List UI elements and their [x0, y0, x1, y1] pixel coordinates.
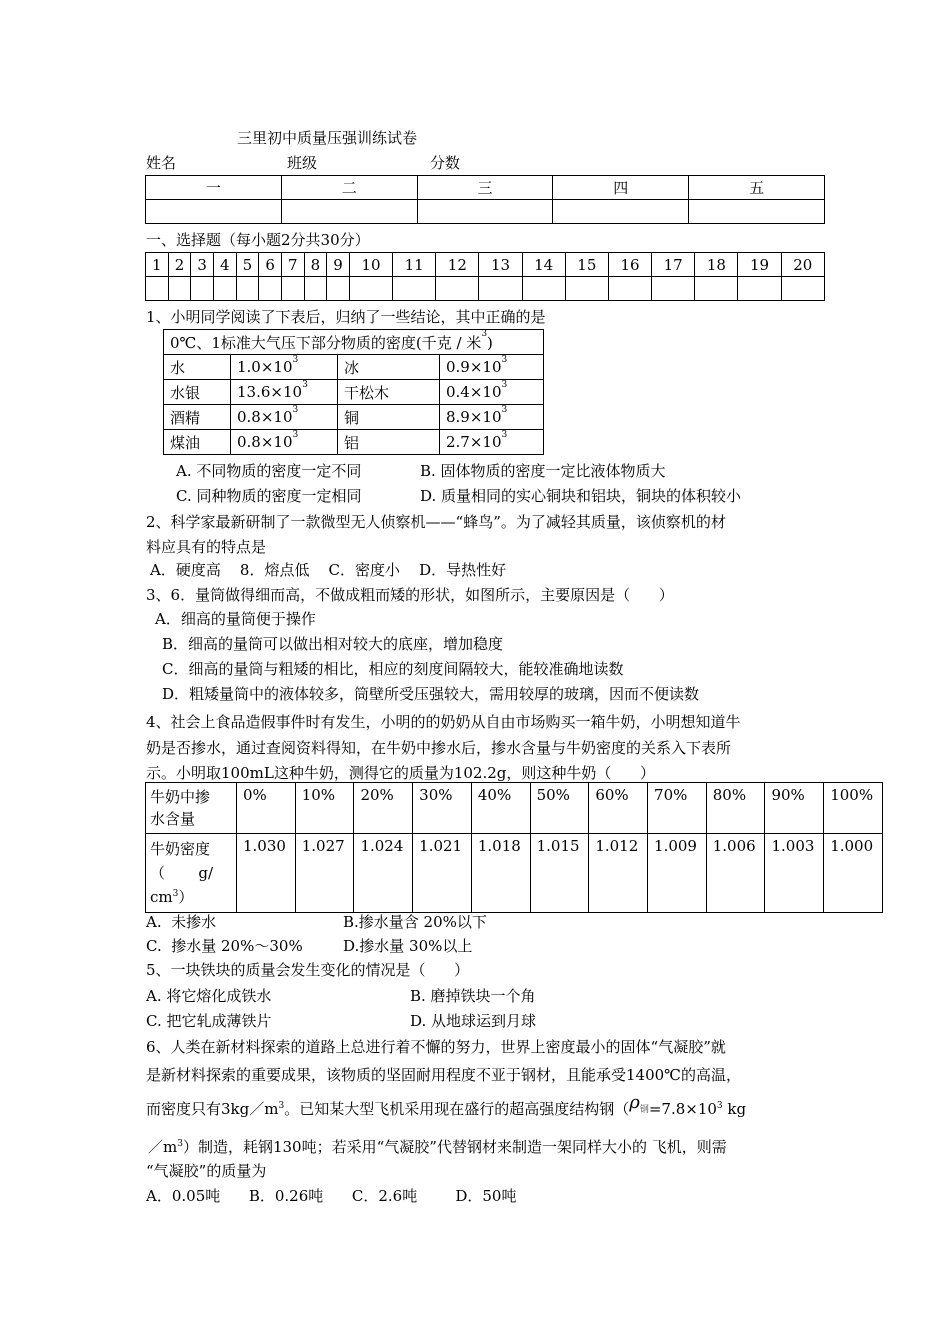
- q1-option-c: C. 同种物质的密度一定相同: [176, 487, 362, 505]
- answer-number: 15: [565, 253, 608, 277]
- answer-number: 1: [146, 253, 169, 277]
- density-table: [163, 329, 544, 455]
- q6-stem-line1: 6、人类在新材料探索的道路上总进行着不懈的努力，世界上密度最小的固体“气凝胶”就: [146, 1038, 726, 1056]
- q5-option-d: D. 从地球运到月球: [410, 1012, 537, 1030]
- q4-option-d: D.掺水量 30%以上: [343, 937, 473, 955]
- q4-stem-line3: 示。小明取100mL这种牛奶，测得它的质量为102.2g，则这种牛奶（ ）: [146, 764, 655, 782]
- answer-cell[interactable]: [565, 277, 608, 301]
- substance-name: 干松木: [338, 380, 440, 405]
- q3-option-b: B．细高的量筒可以做出相对较大的底座，增加稳度: [162, 635, 504, 653]
- water-percent: 40%: [471, 783, 530, 834]
- milk-density: 1.030: [237, 834, 296, 913]
- q6-stem-line2: 是新材料探索的重要成果，该物质的坚固耐用程度不亚于钢材，且能承受1400℃的高温，: [146, 1066, 741, 1084]
- q5-option-c: C. 把它轧成薄铁片: [146, 1012, 272, 1030]
- water-percent: 0%: [237, 783, 296, 834]
- q1-option-a: A. 不同物质的密度一定不同: [176, 462, 362, 480]
- substance-name: 水: [164, 355, 231, 380]
- answer-number: 2: [168, 253, 191, 277]
- answer-cell[interactable]: [146, 277, 169, 301]
- milk-table: [145, 782, 883, 913]
- answer-number: 5: [236, 253, 259, 277]
- score-label: 分数: [430, 154, 461, 172]
- water-percent: 60%: [589, 783, 648, 834]
- q6-options: A．0.05吨 B．0.26吨 C．2.6吨 D．50吨: [146, 1187, 517, 1205]
- q6-stem-line4: $/m^3$）制造，耗钢130吨；若采用“气凝胶”代替钢材来制造一架同样大小的 飞机，则需: [148, 1138, 727, 1156]
- answer-cell[interactable]: [236, 277, 259, 301]
- q4-stem-line2: 奶是否掺水，通过查阅资料得知，在牛奶中掺水后，掺水含量与牛奶密度的关系入下表所: [146, 739, 732, 757]
- score-cell[interactable]: [689, 200, 825, 224]
- answer-number: 18: [695, 253, 738, 277]
- answer-cell[interactable]: [191, 277, 214, 301]
- q4-option-a: A. 未掺水: [146, 913, 217, 931]
- milk-density: 1.009: [648, 834, 707, 913]
- score-header-3: 三: [417, 176, 553, 200]
- section-heading: 一、选择题（每小题2分共30分）: [146, 231, 370, 249]
- q5-option-b: B. 磨掉铁块一个角: [410, 987, 536, 1005]
- q6-stem-line5: “气凝胶”的质量为: [146, 1162, 267, 1180]
- answer-cell[interactable]: [738, 277, 781, 301]
- answer-number: 19: [738, 253, 781, 277]
- answer-cell[interactable]: [327, 277, 350, 301]
- substance-name: 水银: [164, 380, 231, 405]
- density-value: $0.8\times 10^3$: [231, 405, 338, 430]
- answer-grid: [145, 252, 825, 301]
- score-cell[interactable]: [553, 200, 689, 224]
- water-percent: 90%: [765, 783, 824, 834]
- score-cell[interactable]: [281, 200, 417, 224]
- q6-stem-line3: 而密度只有$3kg/m^3$。已知某大型飞机采用现在盛行的超高强度结构钢（ρ钢$=7.8\times 10^3$ kg: [146, 1092, 747, 1118]
- answer-cell[interactable]: [349, 277, 392, 301]
- answer-number: 11: [393, 253, 436, 277]
- milk-density: 1.021: [413, 834, 472, 913]
- answer-cell[interactable]: [781, 277, 824, 301]
- q5-stem: 5、一块铁块的质量会发生变化的情况是（ ）: [146, 961, 470, 979]
- q1-stem: 1、小明同学阅读了下表后，归纳了一些结论，其中正确的是: [146, 308, 546, 326]
- answer-cell[interactable]: [259, 277, 282, 301]
- water-percent: 80%: [706, 783, 765, 834]
- answer-cell[interactable]: [393, 277, 436, 301]
- density-table-title: 0℃、1标准大气压下部分物质的密度(千克 / 米$^3$): [164, 330, 544, 355]
- page-title: 三里初中质量压强训练试卷: [237, 129, 418, 147]
- q1-option-b: B. 固体物质的密度一定比液体物质大: [420, 462, 666, 480]
- q5-option-a: A. 将它熔化成铁水: [146, 987, 272, 1005]
- q4-stem-line1: 4、社会上食品造假事件时有发生，小明的的奶奶从自由市场购买一箱牛奶，小明想知道牛: [146, 713, 741, 731]
- q4-option-c: C. 掺水量 20%～30%: [146, 937, 303, 955]
- milk-density: 1.027: [295, 834, 354, 913]
- substance-name: 酒精: [164, 405, 231, 430]
- answer-number: 16: [608, 253, 651, 277]
- answer-cell[interactable]: [652, 277, 695, 301]
- q4-option-b: B.掺水量含 20%以下: [343, 913, 487, 931]
- score-header-2: 二: [281, 176, 417, 200]
- answer-number: 9: [327, 253, 350, 277]
- answer-cell[interactable]: [479, 277, 522, 301]
- answer-number: 12: [436, 253, 479, 277]
- answer-cell[interactable]: [608, 277, 651, 301]
- q3-option-a: A．细高的量筒便于操作: [155, 610, 316, 628]
- answer-number: 4: [213, 253, 236, 277]
- q1-option-d: D. 质量相同的实心铜块和铝块，铜块的体积较小: [420, 487, 742, 505]
- substance-name: 铜: [338, 405, 440, 430]
- q2-options: A．硬度高 8．熔点低 C．密度小 D．导热性好: [150, 561, 507, 579]
- water-percent: 10%: [295, 783, 354, 834]
- class-label: 班级: [287, 154, 318, 172]
- substance-name: 铝: [338, 430, 440, 455]
- milk-density: 1.003: [765, 834, 824, 913]
- name-label: 姓名: [146, 154, 177, 172]
- substance-name: 冰: [338, 355, 440, 380]
- milk-density: 1.024: [354, 834, 413, 913]
- q3-stem: 3、6．量筒做得细而高，不做成粗而矮的形状，如图所示，主要原因是（ ）: [146, 586, 674, 604]
- answer-number: 7: [281, 253, 304, 277]
- water-percent: 70%: [648, 783, 707, 834]
- q3-option-d: D．粗矮量筒中的液体较多，筒壁所受压强较大，需用较厚的玻璃，因而不便读数: [162, 685, 700, 703]
- answer-number: 8: [304, 253, 327, 277]
- water-percent: 30%: [413, 783, 472, 834]
- milk-density: 1.006: [706, 834, 765, 913]
- score-cell[interactable]: [417, 200, 553, 224]
- density-value: $0.8\times 10^3$: [231, 430, 338, 455]
- density-value: $1.0\times 10^3$: [231, 355, 338, 380]
- substance-name: 煤油: [164, 430, 231, 455]
- answer-number: 20: [781, 253, 824, 277]
- score-header-4: 四: [553, 176, 689, 200]
- water-percent: 20%: [354, 783, 413, 834]
- answer-cell[interactable]: [304, 277, 327, 301]
- milk-density: 1.015: [530, 834, 589, 913]
- answer-number: 3: [191, 253, 214, 277]
- milk-density: 1.012: [589, 834, 648, 913]
- water-percent: 100%: [824, 783, 883, 834]
- answer-cell[interactable]: [522, 277, 565, 301]
- density-value: $2.7\times 10^3$: [440, 430, 544, 455]
- density-value: $8.9\times 10^3$: [440, 405, 544, 430]
- answer-number: 17: [652, 253, 695, 277]
- score-header-5: 五: [689, 176, 825, 200]
- density-value: $13.6\times 10^3$: [231, 380, 338, 405]
- answer-cell[interactable]: [695, 277, 738, 301]
- answer-cell[interactable]: [168, 277, 191, 301]
- answer-number: 6: [259, 253, 282, 277]
- milk-density: 1.018: [471, 834, 530, 913]
- milk-density-label: 牛奶密度 （ g/ $cm^3$）: [146, 834, 237, 913]
- q3-option-c: C．细高的量筒与粗矮的相比，相应的刻度间隔较大，能较准确地读数: [162, 660, 624, 678]
- q2-stem-line2: 料应具有的特点是: [146, 538, 267, 556]
- q2-stem-line1: 2、科学家最新研制了一款微型无人侦察机——“蜂鸟”。为了减轻其质量，该侦察机的材: [146, 513, 726, 531]
- answer-cell[interactable]: [281, 277, 304, 301]
- milk-density: 1.000: [824, 834, 883, 913]
- score-header-1: 一: [146, 176, 282, 200]
- water-percent: 50%: [530, 783, 589, 834]
- answer-cell[interactable]: [213, 277, 236, 301]
- answer-number: 14: [522, 253, 565, 277]
- density-value: $0.9\times 10^3$: [440, 355, 544, 380]
- milk-water-label: 牛奶中掺 水含量: [146, 783, 237, 834]
- score-cell[interactable]: [146, 200, 282, 224]
- answer-number: 10: [349, 253, 392, 277]
- score-table: [145, 175, 825, 224]
- answer-number: 13: [479, 253, 522, 277]
- density-value: $0.4\times 10^3$: [440, 380, 544, 405]
- answer-cell[interactable]: [436, 277, 479, 301]
